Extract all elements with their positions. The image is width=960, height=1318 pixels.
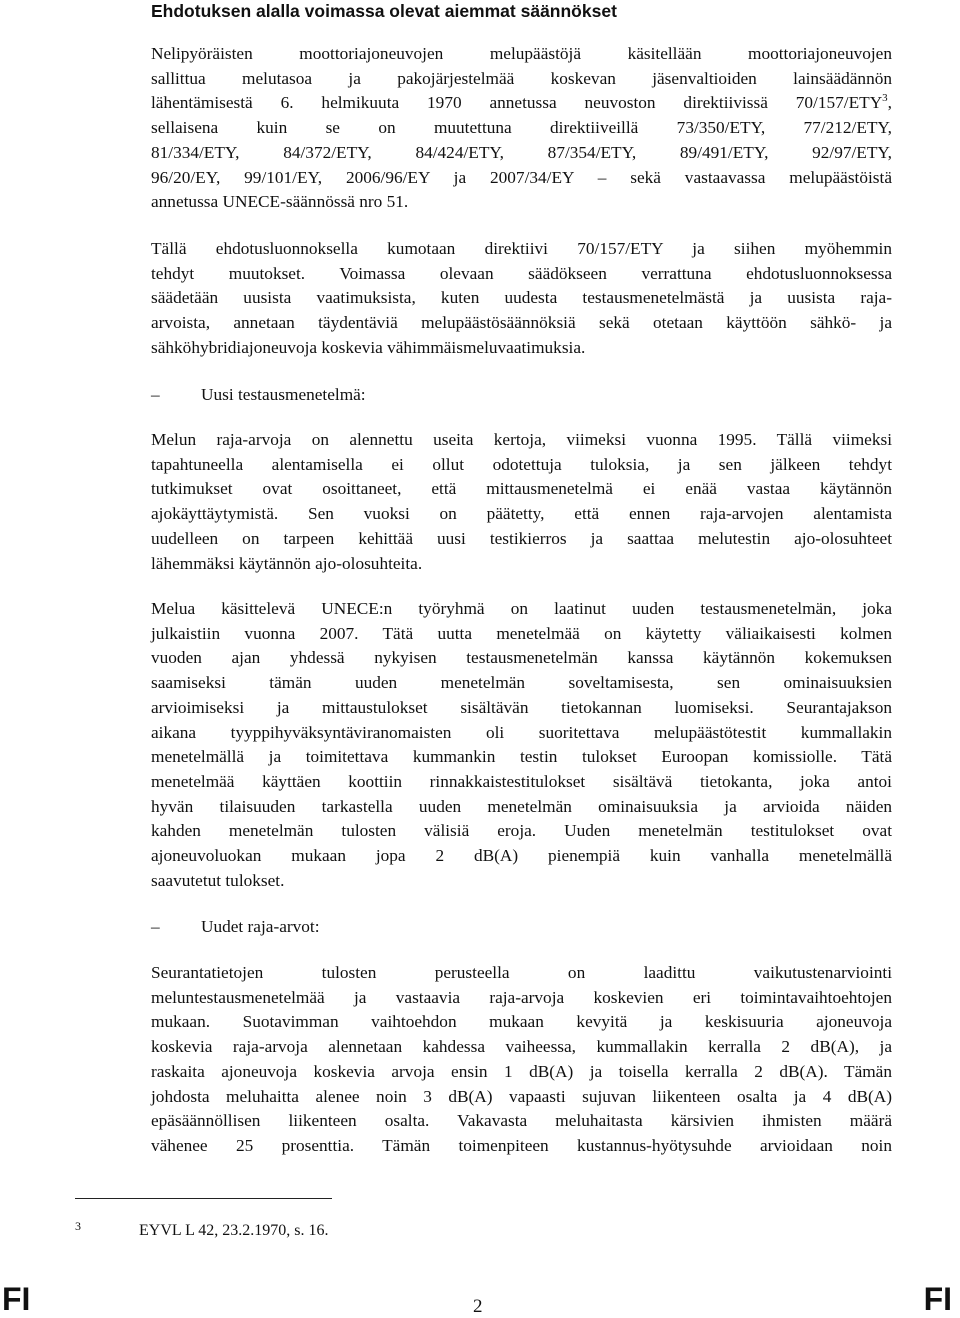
text-line: sellaisena kuin se on muutettuna direktiiveillä 73/350/ETY, 77/212/ETY, [151, 118, 892, 138]
text-line: sähköhybridiajoneuvoja koskevia vähimmäismeluvaatimuksia. [151, 337, 586, 357]
text-line: arvoista, annetaan täydentäviä melupäästösäännöksiä sekä otetaan käyttöön sähkö- ja [151, 313, 892, 333]
footnote-reference[interactable]: 3 [882, 92, 888, 105]
paragraph-legislation [151, 42, 892, 215]
footer-language-left: FI [2, 1281, 31, 1317]
text-line: Melua käsittelevä UNECE:n työryhmä on laatinut uuden testausmenetelmän, joka [151, 599, 892, 618]
paragraph-limit-values-history [151, 428, 892, 576]
paragraph-repeal [151, 237, 892, 361]
text-line: koskevia raja-arvoja alennetaan kahdessa vaiheessa, kummallakin kerralla 2 dB(A), ja [151, 1037, 892, 1057]
footnote-divider [75, 1198, 332, 1199]
footnote-number: 3 [75, 1219, 81, 1233]
list-item-new-limits [151, 915, 320, 939]
text-line: menetelmällä ja toimitettava kummankin testin tulokset Euroopan komissiolle. Tätä [151, 747, 892, 767]
text-line: epäsäännöllisen liikenteen osalta. Vakavasta meluhaitasta kärsivien ihmisten määrä [151, 1111, 892, 1131]
list-item-test-method [151, 383, 366, 407]
footnote-text: EYVL L 42, 23.2.1970, s. 16. [139, 1222, 329, 1239]
text-line: vähenee 25 prosenttia. Tämän toimenpiteen kustannus-hyötysuhde arvioidaan noin [151, 1135, 892, 1155]
text-line: meluntestausmenetelmää ja vastaavia raja-arvoja koskevien eri toimintavaihtoehtojen [151, 987, 892, 1007]
text-line: arvioimiseksi ja mittaustulokset sisältävän tietokannan luomiseksi. Seurantajakson [151, 697, 892, 717]
text-line: mukaan. Suotavimman vaihtoehdon mukaan kevyitä ja keskisuuria ajoneuvoja [151, 1012, 892, 1032]
text-line: saamiseksi tämän uuden menetelmän soveltamisesta, sen ominaisuuksien [151, 673, 892, 693]
text-line: Tällä ehdotusluonnoksella kumotaan direktiivi 70/157/ETY ja siihen myöhemmin [151, 239, 892, 258]
text-line: ajokäyttäytymistä. Sen vuoksi on päätetty, että ennen raja-arvojen alentamista [151, 504, 892, 524]
text-line: tapahtuneella alentamisella ei ollut odotettuja tuloksia, ja sen jälkeen tehdyt [151, 454, 892, 474]
text-line: uudelleen on tarpeen kehittää uusi testikierros ja saattaa melutestin ajo-olosuhteet [151, 528, 892, 548]
text-line: sallittua melutasoa ja pakojärjestelmää koskevan jäsenvaltioiden lainsäädännön [151, 68, 892, 88]
text-line: Nelipyöräisten moottoriajoneuvojen melupäästöjä käsitellään moottoriajoneuvojen [151, 44, 892, 63]
text-line: vuoden ajan yhdessä nykyisen testausmenetelmän kanssa käytännön kokemuksen [151, 648, 892, 668]
page-number: 2 [473, 1296, 483, 1317]
footer-language-right: FI [923, 1281, 952, 1317]
text-line: tehdyt muutokset. Voimassa olevaan säädökseen verrattuna ehdotusluonnoksessa [151, 263, 892, 283]
text-line: julkaistiin vuonna 2007. Tätä uutta menetelmää on käytetty väliaikaisesti kolmen [151, 623, 892, 643]
section-heading: Ehdotuksen alalla voimassa olevat aiemmat säännökset [151, 1, 617, 21]
text-line: aikana tyyppihyväksyntäviranomaisten oli suoritettava melupäästötestit kummallakin [151, 722, 892, 742]
text-line: raskaita ajoneuvoja koskevia arvoja ensin 1 dB(A) ja toisella kerralla 2 dB(A). Tämän [151, 1061, 892, 1081]
text-line: annetussa UNECE-säännössä nro 51. [151, 192, 409, 212]
text-line: 96/20/EY, 99/101/EY, 2006/96/EY ja 2007/34/EY – sekä vastaavassa melupäästöistä [151, 167, 892, 187]
paragraph-impact-assessment [151, 961, 892, 1159]
text-line: kahden menetelmän tulosten välisiä eroja. Uuden menetelmän testitulokset ovat [151, 821, 892, 841]
dash-bullet: – [151, 385, 160, 404]
text-line [151, 91, 892, 116]
dash-bullet: – [151, 917, 160, 936]
text-line: tutkimukset ovat osoittaneet, että mittausmenetelmä ei enää vastaa käytännön [151, 479, 892, 499]
text-line: ajoneuvoluokan mukaan jopa 2 dB(A) pienempiä kuin vanhalla menetelmällä [151, 846, 892, 866]
text-line: säädetään uusista vaatimuksista, kuten uudesta testausmenetelmästä ja uusista raja- [151, 288, 892, 308]
text-line: menetelmää käyttäen koottiin rinnakkaistestitulokset sisältävä tietokanta, joka antoi [151, 771, 892, 791]
text-line: Seurantatietojen tulosten perusteella on laadittu vaikutustenarviointi [151, 963, 892, 982]
text-line: Melun raja-arvoja on alennettu useita kertoja, viimeksi vuonna 1995. Tällä viimeksi [151, 430, 892, 449]
paragraph-unece-method [151, 597, 892, 893]
text-line: 81/334/ETY, 84/372/ETY, 84/424/ETY, 87/354/ETY, 89/491/ETY, 92/97/ETY, [151, 142, 892, 162]
text-line: lähemmäksi käytännön ajo-olosuhteita. [151, 553, 423, 573]
text-line-content: lähentämisestä 6. helmikuuta 1970 annetussa neuvoston direktiivissä 70/157/ETY [151, 93, 883, 113]
text-line: saavutetut tulokset. [151, 870, 285, 890]
text-line: johdosta meluhaitta alenee noin 3 dB(A) vapaasti sujuvan liikenteen osalta ja 4 dB(A) [151, 1086, 892, 1106]
punctuation: , [887, 93, 892, 113]
text-line: hyvän tilaisuuden tarkastella uuden menetelmän ominaisuuksia ja arvioida näiden [151, 796, 892, 816]
list-item-label: Uusi testausmenetelmä: [201, 385, 366, 404]
list-item-label: Uudet raja-arvot: [201, 917, 320, 936]
